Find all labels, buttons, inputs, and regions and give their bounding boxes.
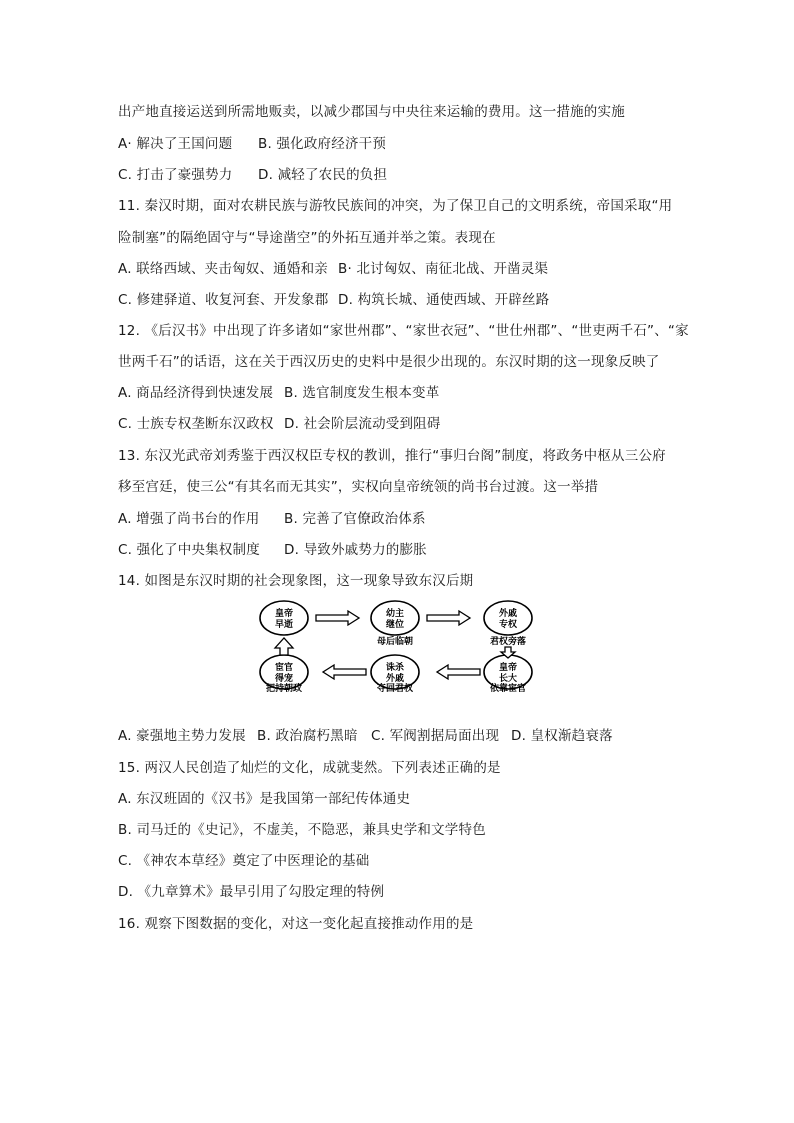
q15-option-c: C. 《神农本草经》奠定了中医理论的基础 [118,853,370,869]
q11-option-b: B· 北讨匈奴、南征北战、开凿灵渠 [338,261,549,277]
arrow-left-2 [323,665,366,679]
caption-regain-power: 夺回君权 [376,684,414,692]
caption-imperial-power-declines: 君权旁落 [489,637,527,647]
node-6-line-2: 得宠 [274,674,294,684]
q14-option-c: C. 军阀割据局面出现 [371,728,500,744]
q14-option-a: A. 豪强地主势力发展 [118,728,246,744]
q11-option-c: C. 修建驿道、收复河套、开发象郡 [118,292,329,308]
q11-options-row-1 [118,259,548,279]
q14-option-b: B. 政治腐朽黑暗 [257,728,358,744]
q11-option-d: D. 构筑长城、通使西域、开辟丝路 [338,292,550,308]
q12-stem-line-1: 12. 《后汉书》中出现了许多诸如“家世州郡”、“家世衣冠”、“世仕州郡”、“世吏两千石”、“家 [118,323,689,339]
node-4-line-2: 长大 [498,674,518,684]
q13-option-d: D. 导致外戚势力的膨胀 [284,542,427,558]
q15-option-b: B. 司马迁的《史记》，不虚美，不隐恶，兼具史学和文学特色 [118,822,486,838]
node-2-line-2: 继位 [385,620,405,630]
q13-option-c: C. 强化了中央集权制度 [118,542,260,558]
q13-option-b: B. 完善了官僚政治体系 [284,511,426,527]
q14-options-row [118,726,613,746]
node-5-line-1: 诛杀 [385,663,405,673]
node-1-line-2: 早逝 [274,620,294,630]
q10-stem-tail: 出产地直接运送到所需地贩卖，以减少郡国与中央往来运输的费用。这一措施的实施 [118,104,625,120]
node-4-line-1: 皇帝 [498,663,518,673]
q12-option-c: C. 士族专权垄断东汉政权 [118,416,274,432]
q12-options-row-1 [118,383,439,403]
node-6-line-1: 宦官 [274,663,294,673]
q16-stem: 16. 观察下图数据的变化，对这一变化起直接推动作用的是 [118,916,474,932]
q12-option-a: A. 商品经济得到快速发展 [118,385,274,401]
q15-option-d: D. 《九章算术》最早引用了勾股定理的特例 [118,884,385,900]
q10-options-row-2 [118,165,387,185]
arrow-right-1 [316,611,359,625]
arrow-left-1 [437,665,480,679]
q11-options-row-2 [118,290,549,310]
q14-option-d: D. 皇权渐趋衰落 [511,728,613,744]
q14-social-cycle-diagram [258,600,538,692]
q10-option-b: B. 强化政府经济干预 [258,136,387,152]
q10-option-a: A· 解决了王国问题 [118,136,233,152]
q10-option-c: C. 打击了豪强势力 [118,167,233,183]
q15-stem: 15. 两汉人民创造了灿烂的文化，成就斐然。下列表述正确的是 [118,760,501,776]
q12-option-b: B. 选官制度发生根本变革 [284,385,440,401]
arrow-up [275,638,293,655]
q15-option-a: A. 东汉班固的《汉书》是我国第一部纪传体通史 [118,791,411,807]
q12-stem-line-2: 世两千石”的话语，这在关于西汉历史的史料中是很少出现的。东汉时期的这一现象反映了 [118,354,660,370]
arrow-right-2 [427,611,470,625]
q13-options-row-1 [118,509,426,529]
q10-options-row-1 [118,134,386,154]
node-2-line-1: 幼主 [385,609,405,619]
caption-control-court: 把持朝政 [265,684,303,692]
q13-stem-line-1: 13. 东汉光武帝刘秀鉴于西汉权臣专权的教训，推行“事归台阁”制度，将政务中枢从三公府 [118,448,666,464]
q13-options-row-2 [118,540,427,560]
q11-stem-line-1: 11. 秦汉时期，面对农耕民族与游牧民族间的冲突，为了保卫自己的文明系统，帝国采取“用 [118,198,673,214]
q11-option-a: A. 联络西域、夹击匈奴、通婚和亲 [118,261,328,277]
node-5-line-2: 外戚 [385,674,405,684]
node-3-line-1: 外戚 [498,609,518,619]
q14-stem: 14. 如图是东汉时期的社会现象图，这一现象导致东汉后期 [118,573,474,589]
q10-option-d: D. 减轻了农民的负担 [258,167,388,183]
q12-option-d: D. 社会阶层流动受到阻碍 [284,416,441,432]
node-3-line-2: 专权 [498,620,518,630]
q13-option-a: A. 增强了尚书台的作用 [118,511,260,527]
caption-empress-regency: 母后临朝 [376,637,414,647]
q11-stem-line-2: 险制塞”的隔绝固守与“导途凿空”的外拓互通并举之策。表现在 [118,230,496,246]
caption-rely-on-eunuchs: 依靠宦官 [489,684,527,692]
q13-stem-line-2: 移至宫廷，使三公“有其名而无其实”，实权向皇帝统领的尚书台过渡。这一举措 [118,479,599,495]
node-1-line-1: 皇帝 [274,609,294,619]
q12-options-row-2 [118,414,441,434]
